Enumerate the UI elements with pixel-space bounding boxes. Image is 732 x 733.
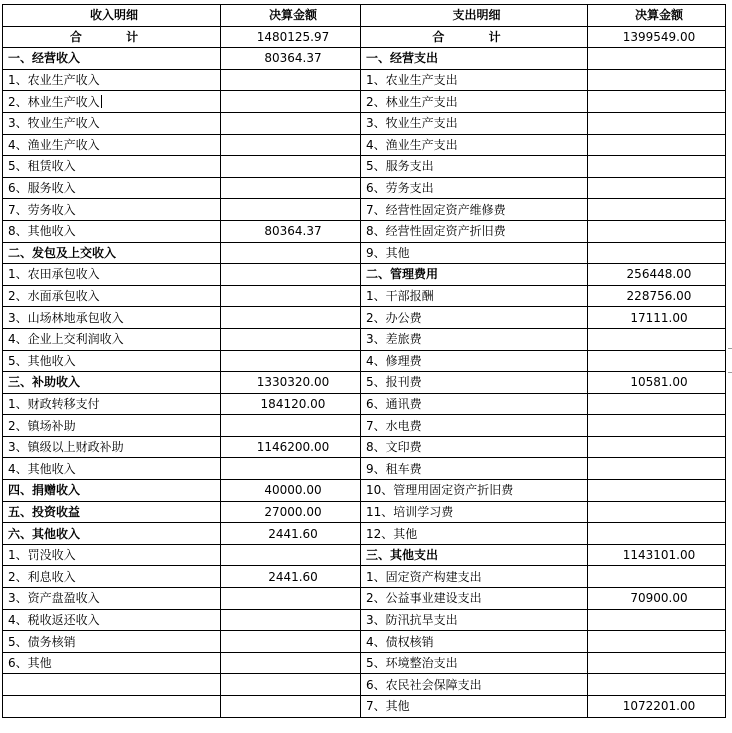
table-row [3,523,726,545]
income-item-cell[interactable]: 2、水面承包收入 [3,285,221,307]
table-row [3,177,726,199]
expense-amount-cell[interactable] [588,458,726,480]
expense-amount-cell[interactable] [588,501,726,523]
table-row [3,588,726,610]
expense-amount-cell[interactable] [588,393,726,415]
table-row [3,242,726,264]
income-total-amount[interactable]: 1480125.97 [221,26,361,48]
expense-amount-cell[interactable] [588,480,726,502]
table-row [3,652,726,674]
table-row [3,91,726,113]
total-row [3,26,726,48]
expense-item-cell[interactable]: 7、其他 [361,696,588,718]
expense-item-cell[interactable]: 9、租车费 [361,458,588,480]
expense-item-cell[interactable]: 8、经营性固定资产折旧费 [361,220,588,242]
expense-amount-cell[interactable] [588,674,726,696]
income-amount-cell[interactable] [221,652,361,674]
table-row [3,372,726,394]
expense-item-cell[interactable]: 3、牧业生产支出 [361,112,588,134]
income-amount-header[interactable]: 决算金额 [221,5,361,27]
expense-item-cell[interactable]: 10、管理用固定资产折旧费 [361,480,588,502]
income-item-cell[interactable]: 7、劳务收入 [3,199,221,221]
table-row [3,393,726,415]
expense-item-cell[interactable]: 12、其他 [361,523,588,545]
table-row [3,674,726,696]
table-row [3,501,726,523]
expense-item-cell[interactable]: 4、债权核销 [361,631,588,653]
table-row [3,631,726,653]
income-amount-cell[interactable] [221,112,361,134]
table-row [3,480,726,502]
income-amount-cell[interactable]: 27000.00 [221,501,361,523]
income-detail-header[interactable]: 收入明细 [3,5,221,27]
income-amount-cell[interactable]: 184120.00 [221,393,361,415]
table-row [3,566,726,588]
table-row [3,48,726,70]
income-amount-cell[interactable] [221,177,361,199]
expense-item-cell[interactable]: 3、差旅费 [361,328,588,350]
expense-amount-cell[interactable]: 17111.00 [588,307,726,329]
income-amount-cell[interactable] [221,69,361,91]
table-row [3,69,726,91]
income-amount-cell[interactable] [221,458,361,480]
table-row [3,458,726,480]
income-item-cell[interactable]: 5、债务核销 [3,631,221,653]
income-amount-cell[interactable] [221,307,361,329]
expense-amount-cell[interactable] [588,112,726,134]
income-item-cell[interactable]: 2、镇场补助 [3,415,221,437]
income-amount-cell[interactable] [221,544,361,566]
expense-amount-cell[interactable] [588,328,726,350]
expense-amount-cell[interactable] [588,523,726,545]
table-row [3,350,726,372]
table-row [3,264,726,286]
expense-item-cell[interactable]: 一、经营支出 [361,48,588,70]
income-item-cell[interactable]: 4、其他收入 [3,458,221,480]
income-amount-cell[interactable]: 1146200.00 [221,436,361,458]
expense-item-cell[interactable]: 6、劳务支出 [361,177,588,199]
income-amount-cell[interactable] [221,134,361,156]
expense-item-cell[interactable]: 5、服务支出 [361,156,588,178]
table-row [3,112,726,134]
expense-item-cell[interactable]: 三、其他支出 [361,544,588,566]
expense-amount-cell[interactable] [588,220,726,242]
income-item-cell[interactable]: 6、服务收入 [3,177,221,199]
table-row [3,609,726,631]
income-item-cell[interactable]: 一、经营收入 [3,48,221,70]
income-amount-cell[interactable] [221,696,361,718]
text-cursor [101,95,102,108]
income-amount-cell[interactable]: 2441.60 [221,566,361,588]
table-row [3,436,726,458]
income-item-cell[interactable]: 六、其他收入 [3,523,221,545]
expense-amount-cell[interactable] [588,242,726,264]
income-item-cell[interactable]: 二、发包及上交收入 [3,242,221,264]
expense-amount-cell[interactable] [588,566,726,588]
income-amount-cell[interactable] [221,674,361,696]
expense-item-cell[interactable]: 7、水电费 [361,415,588,437]
income-item-cell[interactable]: 4、渔业生产收入 [3,134,221,156]
expense-item-cell[interactable]: 1、干部报酬 [361,285,588,307]
expense-item-cell[interactable]: 5、环境整治支出 [361,652,588,674]
income-item-cell[interactable]: 3、镇级以上财政补助 [3,436,221,458]
income-item-cell[interactable]: 1、财政转移支付 [3,393,221,415]
expense-item-cell[interactable]: 5、报刊费 [361,372,588,394]
expense-amount-cell[interactable]: 256448.00 [588,264,726,286]
expense-item-cell[interactable]: 2、公益事业建设支出 [361,588,588,610]
expense-amount-cell[interactable] [588,177,726,199]
income-amount-cell[interactable] [221,264,361,286]
income-item-cell[interactable]: 五、投资收益 [3,501,221,523]
income-total-label[interactable]: 合 计 [3,26,221,48]
table-body [3,5,726,718]
table-row [3,199,726,221]
income-amount-cell[interactable] [221,156,361,178]
expense-amount-cell[interactable] [588,350,726,372]
income-amount-cell[interactable] [221,91,361,113]
income-item-cell[interactable]: 3、牧业生产收入 [3,112,221,134]
income-amount-cell[interactable] [221,285,361,307]
income-item-cell[interactable] [3,674,221,696]
income-item-cell[interactable]: 8、其他收入 [3,220,221,242]
income-amount-cell[interactable] [221,328,361,350]
expense-item-cell[interactable]: 7、经营性固定资产维修费 [361,199,588,221]
table-row [3,696,726,718]
expense-item-cell[interactable]: 1、农业生产支出 [361,69,588,91]
expense-item-cell[interactable]: 二、管理费用 [361,264,588,286]
expense-amount-cell[interactable] [588,156,726,178]
expense-item-cell[interactable]: 3、防汛抗旱支出 [361,609,588,631]
income-item-cell[interactable]: 三、补助收入 [3,372,221,394]
income-item-cell[interactable]: 3、山场林地承包收入 [3,307,221,329]
income-item-cell[interactable]: 1、农田承包收入 [3,264,221,286]
expense-amount-cell[interactable]: 10581.00 [588,372,726,394]
expense-amount-cell[interactable]: 70900.00 [588,588,726,610]
table-row [3,285,726,307]
income-item-cell[interactable]: 6、其他 [3,652,221,674]
expense-amount-cell[interactable] [588,631,726,653]
expense-amount-cell[interactable] [588,652,726,674]
income-amount-cell[interactable]: 1330320.00 [221,372,361,394]
expense-total-label[interactable]: 合 计 [361,26,588,48]
income-item-cell[interactable]: 5、其他收入 [3,350,221,372]
expense-amount-cell[interactable] [588,436,726,458]
income-item-cell[interactable]: 1、罚没收入 [3,544,221,566]
income-item-cell[interactable]: 4、企业上交利润收入 [3,328,221,350]
expense-item-cell[interactable]: 4、渔业生产支出 [361,134,588,156]
expense-amount-header[interactable]: 决算金额 [588,5,726,27]
expense-amount-cell[interactable] [588,199,726,221]
table-row [3,415,726,437]
expense-item-cell[interactable]: 6、农民社会保障支出 [361,674,588,696]
income-amount-cell[interactable] [221,631,361,653]
income-item-cell[interactable]: 3、资产盘盈收入 [3,588,221,610]
expense-item-cell[interactable]: 1、固定资产构建支出 [361,566,588,588]
expense-item-cell[interactable]: 2、办公费 [361,307,588,329]
table-row [3,328,726,350]
expense-amount-cell[interactable] [588,69,726,91]
income-item-cell[interactable] [3,696,221,718]
income-amount-cell[interactable]: 80364.37 [221,48,361,70]
expense-amount-cell[interactable] [588,48,726,70]
table-row [3,134,726,156]
income-item-cell[interactable]: 2、林业生产收入 [3,91,221,113]
expense-item-cell[interactable]: 6、通讯费 [361,393,588,415]
income-item-cell[interactable]: 4、税收返还收入 [3,609,221,631]
table-row [3,544,726,566]
income-amount-cell[interactable] [221,199,361,221]
income-amount-cell[interactable] [221,588,361,610]
expense-item-cell[interactable]: 9、其他 [361,242,588,264]
expense-detail-header[interactable]: 支出明细 [361,5,588,27]
expense-total-amount[interactable]: 1399549.00 [588,26,726,48]
expense-amount-cell[interactable] [588,134,726,156]
expense-amount-cell[interactable]: 1072201.00 [588,696,726,718]
income-item-cell[interactable]: 2、利息收入 [3,566,221,588]
sheet-edge-mark [728,348,732,349]
expense-amount-cell[interactable]: 228756.00 [588,285,726,307]
table-row [3,220,726,242]
income-amount-cell[interactable]: 2441.60 [221,523,361,545]
income-amount-cell[interactable]: 40000.00 [221,480,361,502]
income-amount-cell[interactable] [221,609,361,631]
expense-amount-cell[interactable]: 1143101.00 [588,544,726,566]
income-item-cell[interactable]: 1、农业生产收入 [3,69,221,91]
income-amount-cell[interactable] [221,415,361,437]
header-row [3,5,726,27]
expense-item-cell[interactable]: 11、培训学习费 [361,501,588,523]
income-amount-cell[interactable]: 80364.37 [221,220,361,242]
expense-amount-cell[interactable] [588,91,726,113]
income-amount-cell[interactable] [221,350,361,372]
expense-amount-cell[interactable] [588,415,726,437]
budget-table [2,4,726,718]
expense-item-cell[interactable]: 2、林业生产支出 [361,91,588,113]
income-item-cell[interactable]: 5、租赁收入 [3,156,221,178]
expense-item-cell[interactable]: 8、文印费 [361,436,588,458]
income-item-cell[interactable]: 四、捐赠收入 [3,480,221,502]
expense-amount-cell[interactable] [588,609,726,631]
income-amount-cell[interactable] [221,242,361,264]
sheet-edge-mark [728,372,732,373]
expense-item-cell[interactable]: 4、修理费 [361,350,588,372]
table-row [3,156,726,178]
table-row [3,307,726,329]
